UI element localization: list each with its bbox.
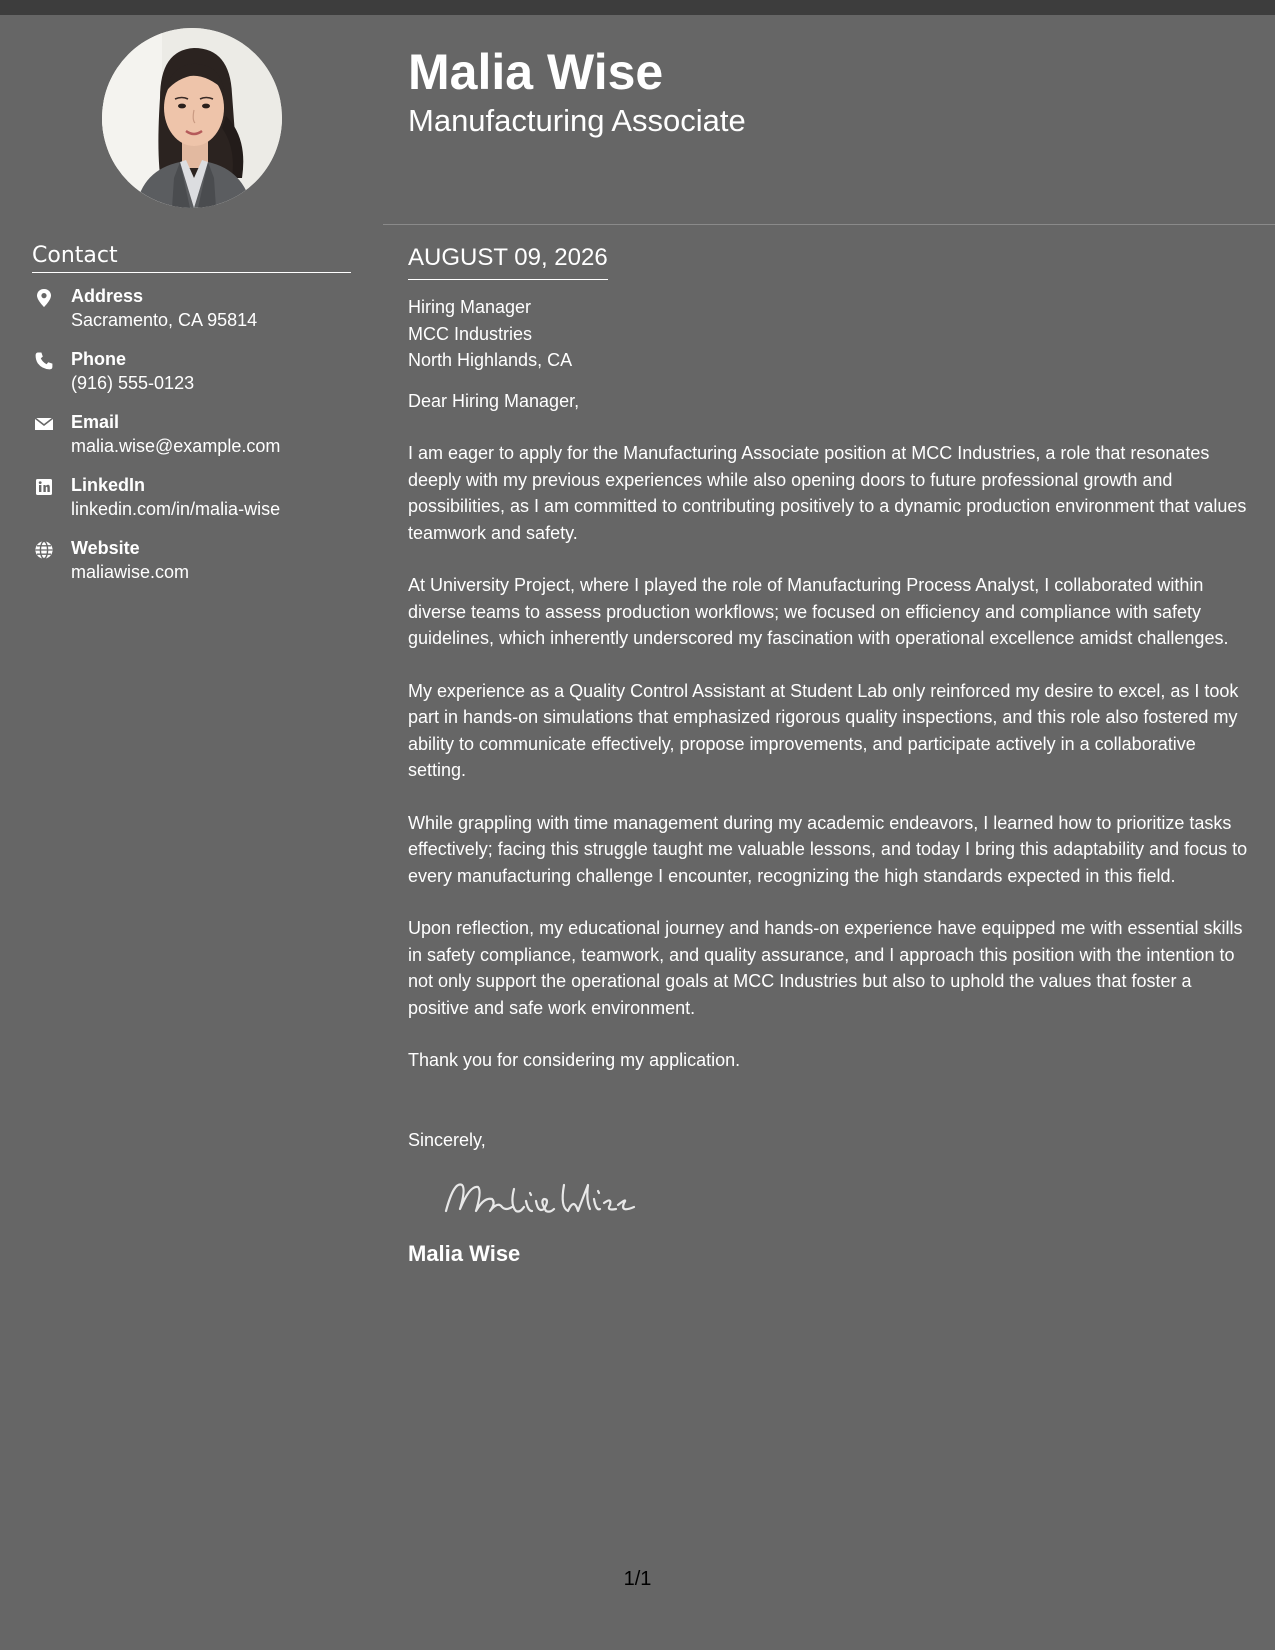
handwritten-signature (440, 1167, 640, 1225)
header-divider (383, 224, 1275, 225)
signer-name: Malia Wise (408, 1241, 521, 1266)
phone-icon (34, 351, 54, 371)
salutation: Dear Hiring Manager, (408, 390, 580, 411)
contact-label: Website (71, 538, 140, 558)
contact-label: Phone (71, 349, 127, 369)
page-number: 1/1 (623, 1568, 652, 1590)
contact-item-phone (32, 348, 362, 411)
job-title: Manufacturing Associate (408, 103, 746, 138)
contact-heading: Contact (32, 243, 351, 273)
top-bar (0, 0, 1275, 15)
letter-body (408, 243, 1253, 1268)
closing: Sincerely, (408, 1129, 486, 1150)
recipient-name: Hiring Manager (408, 297, 532, 317)
envelope-icon (34, 414, 54, 434)
contact-list (32, 285, 362, 600)
website-link[interactable]: maliawise.com (71, 562, 190, 582)
contact-label: LinkedIn (71, 475, 146, 495)
map-pin-icon (34, 288, 54, 308)
body-paragraph: While grappling with time management during my academic endeavors, I learned how to prioritize tasks effectively; facing this struggle taught me valuable lessons, and today I bring this adaptability and focus to every manufacturing challenge I encounter, recognizing the high standards expected in this field. (408, 812, 1248, 886)
resume-page (0, 15, 1275, 1650)
contact-item-linkedin (32, 474, 362, 537)
contact-label: Address (71, 286, 144, 306)
linkedin-icon (34, 477, 54, 497)
contact-item-email (32, 411, 362, 474)
contact-item-website (32, 537, 362, 600)
avatar (102, 28, 282, 208)
sidebar (0, 15, 383, 1650)
body-paragraph: At University Project, where I played the role of Manufacturing Process Analyst, I collaborated within diverse teams to assess production workflows; we focused on efficiency and compliance with safety guidelines, which inherently underscored my fascination with operational excellence amidst challenges. (408, 575, 1229, 648)
phone-value: (916) 555-0123 (71, 373, 195, 393)
globe-icon (34, 540, 54, 560)
email-link[interactable]: malia.wise@example.com (71, 436, 281, 456)
body-paragraph: I am eager to apply for the Manufacturing Associate position at MCC Industries, a role that resonates deeply with my previous experiences while also opening doors to future professional growth and possibilities, as I am committed to contributing positively to a dynamic production environment that values teamwork and safety. (408, 443, 1247, 543)
address-value: Sacramento, CA 95814 (71, 310, 258, 330)
contact-item-address (32, 285, 362, 348)
applicant-name: Malia Wise (408, 44, 664, 100)
recipient-location: North Highlands, CA (408, 350, 573, 370)
contact-label: Email (71, 412, 120, 432)
thank-you-line: Thank you for considering my application. (408, 1050, 741, 1070)
body-paragraph: My experience as a Quality Control Assistant at Student Lab only reinforced my desire to excel, as I took part in hands-on simulations that emphasized rigorous quality inspections, and this role also fostered my ability to communicate effectively, propose improvements, and participate actively in a collaborative setting. (408, 680, 1239, 780)
profile-photo (102, 28, 282, 208)
letter-date: AUGUST 09, 2026 (408, 243, 608, 280)
linkedin-link[interactable]: linkedin.com/in/malia-wise (71, 499, 281, 519)
recipient-block (408, 294, 1253, 374)
recipient-company: MCC Industries (408, 323, 533, 344)
body-paragraph: Upon reflection, my educational journey and hands-on experience have equipped me with essential skills in safety compliance, teamwork, and quality assurance, and I approach this position with the intention to not only support the operational goals at MCC Industries but also to uphold the values that foster a positive and safe work environment. (408, 918, 1243, 1018)
